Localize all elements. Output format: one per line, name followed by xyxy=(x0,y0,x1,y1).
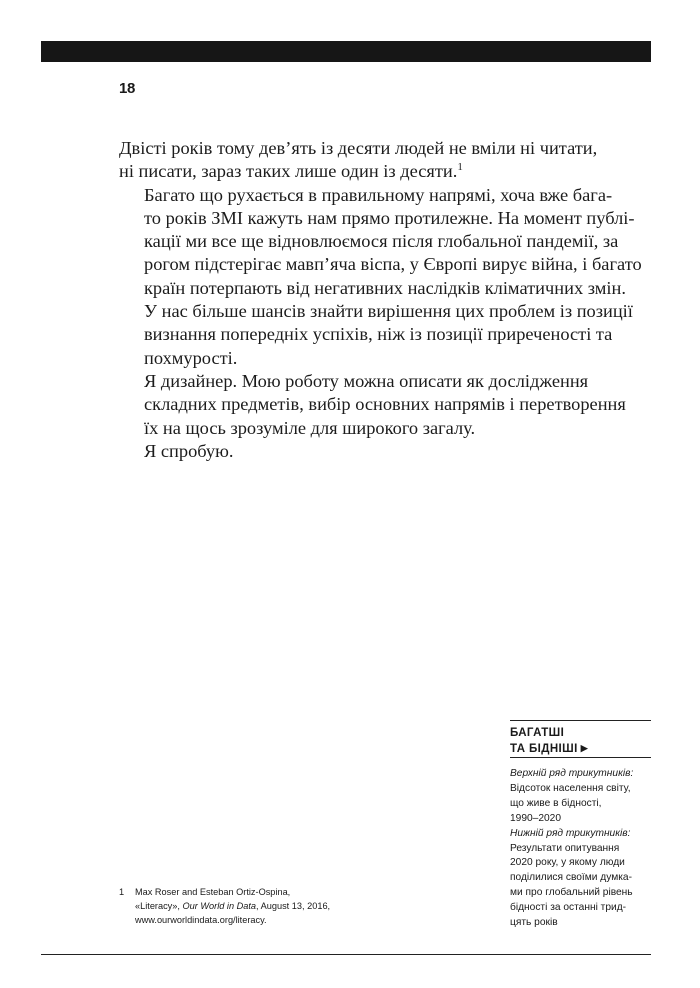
sidebar-heading-line xyxy=(510,741,651,757)
text-line: країн потерпають від негативних наслідків кліматичних змін. xyxy=(144,277,626,298)
sidebar-text-line: ми про глобальний рівень xyxy=(510,887,633,899)
sidebar-label-bottom: Нижній ряд трикутників: xyxy=(510,827,631,839)
sidebar-text-line: що живе в бідності, xyxy=(510,797,602,809)
sidebar-caption xyxy=(510,767,655,931)
page-number: 18 xyxy=(119,80,136,97)
sidebar-text-line: бідності за останні трид- xyxy=(510,902,627,914)
text-line: Двісті років тому дев’ять із десяти людей не вміли ні читати, xyxy=(119,138,598,158)
paragraph-3 xyxy=(119,370,651,440)
footnote-authors: Max Roser and Esteban Ortiz-Ospina, xyxy=(135,887,291,897)
footnote-text xyxy=(135,885,330,927)
footnote-number: 1 xyxy=(119,887,125,897)
sidebar-label-top: Верхній ряд трикутників: xyxy=(510,768,634,779)
triangle-right-icon: ▶ xyxy=(580,743,589,753)
sidebar-heading xyxy=(510,726,651,757)
text-line: складних предметів, вибір основних напрямів і перетворення xyxy=(144,394,626,415)
text-line: кації ми все ще відновлюємося після глобальної пандемії, за xyxy=(144,231,619,252)
sidebar-text-line: Відсоток населення світу, xyxy=(510,782,631,794)
bottom-rule xyxy=(41,954,651,955)
footnote-source-line xyxy=(135,899,330,913)
sidebar-divider xyxy=(510,757,651,758)
text-line: рогом підстерігає мавп’яча віспа, у Європі вирує війна, і багато xyxy=(144,254,642,275)
text-line: У нас більше шансів знайти вирішення цих проблем із позиції xyxy=(144,301,633,322)
text-line-content: ні писати, зараз таких лише один із десяти. xyxy=(119,161,458,182)
sidebar-text-line: поділилися своїми думка- xyxy=(510,872,632,884)
sidebar-heading-line: БАГАТШІ xyxy=(510,727,565,739)
footnote-title: «Literacy», xyxy=(135,901,183,911)
paragraph-2 xyxy=(119,184,651,370)
footnote-reference[interactable]: 1 xyxy=(457,161,463,174)
text-line: то років ЗМІ кажуть нам прямо протилежне. На момент публі- xyxy=(144,207,635,228)
sidebar-text-line: 2020 року, у якому люди xyxy=(510,857,625,869)
footnote-date: , August 13, 2016, xyxy=(256,901,331,911)
sidebar-text-line: 1990–2020 xyxy=(510,812,561,824)
text-line: визнання попередніх успіхів, ніж із позиції приреченості та xyxy=(144,324,613,345)
text-line: Я спробую. xyxy=(144,440,234,461)
sidebar-heading-text: ТА БІДНІШІ xyxy=(510,743,578,755)
paragraph-1 xyxy=(119,137,651,184)
footnote-url[interactable]: www.ourworldindata.org/literacy. xyxy=(135,915,267,925)
sidebar-text-line: цять років xyxy=(510,917,558,929)
paragraph-4 xyxy=(119,440,651,463)
text-line: Я дизайнер. Мою роботу можна описати як дослідження xyxy=(144,370,589,391)
text-line: Багато що рухається в правильному напрямі, хоча вже бага- xyxy=(144,184,613,205)
top-black-bar xyxy=(41,41,651,62)
sidebar-text-line: Результати опитування xyxy=(510,842,620,854)
sidebar-top-rule xyxy=(510,720,651,721)
text-line: похмурості. xyxy=(144,347,238,368)
text-line xyxy=(119,160,651,183)
footnote-publication: Our World in Data xyxy=(182,901,257,911)
main-text xyxy=(119,137,651,463)
text-line: їх на щось зрозуміле для широкого загалу. xyxy=(144,417,476,438)
